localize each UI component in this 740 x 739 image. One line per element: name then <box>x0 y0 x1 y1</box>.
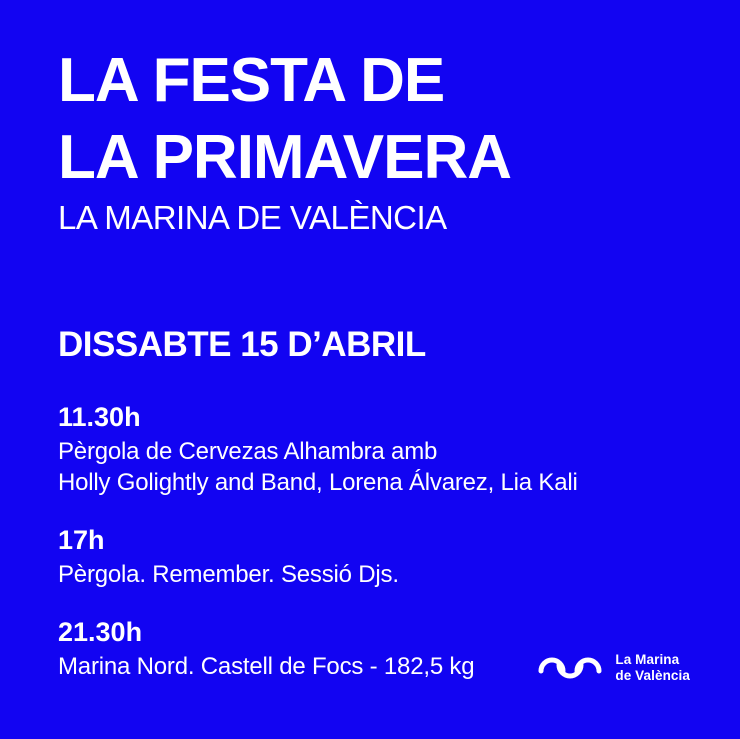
marina-logo-text-line2: de València <box>615 668 690 684</box>
event-schedule <box>58 400 700 682</box>
poster-title-line2: LA PRIMAVERA <box>58 123 511 192</box>
date-heading: DISSABTE 15 D’ABRIL <box>58 325 426 364</box>
event-description <box>58 559 700 590</box>
marina-logo-text <box>615 652 690 684</box>
event-description-line: Pèrgola. Remember. Sessió Djs. <box>58 561 399 588</box>
event-description <box>58 436 700 498</box>
marina-logo <box>535 652 690 684</box>
event-time: 17h <box>58 525 105 555</box>
event-description-line: Pèrgola de Cervezas Alhambra amb <box>58 438 438 465</box>
waves-icon <box>535 653 605 683</box>
event-item <box>58 523 700 590</box>
event-description-line: Marina Nord. Castell de Focs - 182,5 kg <box>58 653 475 680</box>
poster-title <box>58 42 700 196</box>
marina-logo-text-line1: La Marina <box>615 652 680 668</box>
event-time: 21.30h <box>58 617 143 647</box>
event-item <box>58 400 700 498</box>
poster-subtitle: LA MARINA DE VALÈNCIA <box>58 199 447 236</box>
event-time: 11.30h <box>58 402 141 432</box>
event-description-line: Holly Golightly and Band, Lorena Álvarez, Lia Kali <box>58 469 578 496</box>
poster-title-line1: LA FESTA DE <box>58 46 445 115</box>
